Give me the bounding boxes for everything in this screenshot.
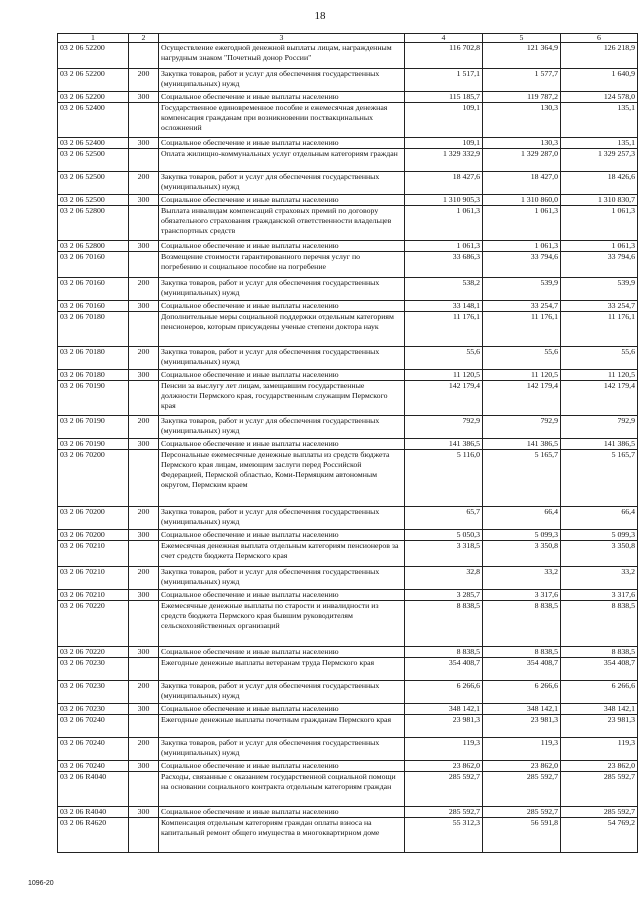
expense-type-cell: 300 bbox=[129, 807, 159, 818]
expense-type-cell: 300 bbox=[129, 590, 159, 601]
description-cell: Социальное обеспечение и иные выплаты населению bbox=[159, 301, 405, 312]
description-cell: Ежемесячная денежная выплата отдельным категориям пенсионеров за счет средств бюджета Пермского края bbox=[159, 541, 405, 567]
expense-type-cell bbox=[129, 541, 159, 567]
amount-cell: 8 838,5 bbox=[561, 647, 638, 658]
code-cell: 03 2 06 70160 bbox=[58, 252, 129, 278]
amount-cell: 18 427,6 bbox=[405, 172, 483, 195]
table-row bbox=[58, 439, 638, 450]
description-cell: Осуществление ежегодной денежной выплаты лицам, награжденным нагрудным знаком "Почетный донор России" bbox=[159, 43, 405, 69]
amount-cell: 115 185,7 bbox=[405, 92, 483, 103]
description-cell: Ежегодные денежные выплаты почетным гражданам Пермского края bbox=[159, 715, 405, 738]
expense-type-cell: 300 bbox=[129, 704, 159, 715]
table-row bbox=[58, 252, 638, 278]
amount-cell: 11 120,5 bbox=[405, 370, 483, 381]
amount-cell: 142 179,4 bbox=[483, 381, 561, 416]
description-cell: Персональные ежемесячные денежные выплаты из средств бюджета Пермского края лицам, имеющим заслуги перед Российской Федерацией, Пермской областью, Коми-Пермяцким автономным округом, Пермским краем bbox=[159, 450, 405, 507]
table-row bbox=[58, 507, 638, 530]
expense-type-cell: 200 bbox=[129, 507, 159, 530]
amount-cell: 56 591,8 bbox=[483, 818, 561, 853]
table-row bbox=[58, 530, 638, 541]
code-cell: 03 2 06 70160 bbox=[58, 278, 129, 301]
table-row bbox=[58, 301, 638, 312]
code-cell: 03 2 06 52400 bbox=[58, 103, 129, 138]
amount-cell: 11 176,1 bbox=[483, 312, 561, 347]
code-cell: 03 2 06 R4040 bbox=[58, 807, 129, 818]
expense-type-cell bbox=[129, 601, 159, 647]
amount-cell: 33,2 bbox=[483, 567, 561, 590]
expense-type-cell: 200 bbox=[129, 416, 159, 439]
description-cell: Пенсии за выслугу лет лицам, замещавшим государственные должности Пермского края, государственным служащим Пермского края bbox=[159, 381, 405, 416]
description-cell: Социальное обеспечение и иные выплаты населению bbox=[159, 807, 405, 818]
code-cell: 03 2 06 70220 bbox=[58, 647, 129, 658]
amount-cell: 792,9 bbox=[483, 416, 561, 439]
code-cell: 03 2 06 52500 bbox=[58, 195, 129, 206]
amount-cell: 142 179,4 bbox=[561, 381, 638, 416]
amount-cell: 33,2 bbox=[561, 567, 638, 590]
column-header: 6 bbox=[561, 34, 638, 43]
expense-type-cell: 300 bbox=[129, 439, 159, 450]
table-row bbox=[58, 172, 638, 195]
description-cell: Социальное обеспечение и иные выплаты населению bbox=[159, 647, 405, 658]
amount-cell: 5 099,3 bbox=[483, 530, 561, 541]
expense-type-cell bbox=[129, 312, 159, 347]
amount-cell: 1 329 257,3 bbox=[561, 149, 638, 172]
table-row bbox=[58, 590, 638, 601]
amount-cell: 538,2 bbox=[405, 278, 483, 301]
description-cell: Расходы, связанные с оказанием государственной социальной помощи на основании социального контракта отдельным категориям граждан bbox=[159, 772, 405, 807]
amount-cell: 142 179,4 bbox=[405, 381, 483, 416]
amount-cell: 348 142,1 bbox=[561, 704, 638, 715]
amount-cell: 6 266,6 bbox=[483, 681, 561, 704]
table-row bbox=[58, 138, 638, 149]
code-cell: 03 2 06 70230 bbox=[58, 658, 129, 681]
amount-cell: 3 318,5 bbox=[405, 541, 483, 567]
table-row bbox=[58, 69, 638, 92]
description-cell: Закупка товаров, работ и услуг для обеспечения государственных (муниципальных) нужд bbox=[159, 347, 405, 370]
description-cell: Закупка товаров, работ и услуг для обеспечения государственных (муниципальных) нужд bbox=[159, 567, 405, 590]
table-row bbox=[58, 658, 638, 681]
amount-cell: 1 640,9 bbox=[561, 69, 638, 92]
table-row bbox=[58, 312, 638, 347]
amount-cell: 5 165,7 bbox=[483, 450, 561, 507]
amount-cell: 33 794,6 bbox=[483, 252, 561, 278]
amount-cell: 141 386,5 bbox=[561, 439, 638, 450]
table-row bbox=[58, 647, 638, 658]
amount-cell: 33 794,6 bbox=[561, 252, 638, 278]
description-cell: Социальное обеспечение и иные выплаты населению bbox=[159, 590, 405, 601]
amount-cell: 1 061,3 bbox=[405, 241, 483, 252]
description-cell: Социальное обеспечение и иные выплаты населению bbox=[159, 241, 405, 252]
expense-type-cell: 300 bbox=[129, 761, 159, 772]
expense-type-cell: 200 bbox=[129, 347, 159, 370]
code-cell: 03 2 06 70190 bbox=[58, 381, 129, 416]
description-cell: Ежегодные денежные выплаты ветеранам труда Пермского края bbox=[159, 658, 405, 681]
amount-cell: 1 329 287,0 bbox=[483, 149, 561, 172]
description-cell: Социальное обеспечение и иные выплаты населению bbox=[159, 704, 405, 715]
amount-cell: 1 310 905,3 bbox=[405, 195, 483, 206]
amount-cell: 8 838,5 bbox=[405, 647, 483, 658]
table-row bbox=[58, 715, 638, 738]
amount-cell: 55,6 bbox=[405, 347, 483, 370]
description-cell: Компенсация отдельным категориям граждан оплаты взноса на капитальный ремонт общего имущества в многоквартирном доме bbox=[159, 818, 405, 853]
expense-type-cell: 200 bbox=[129, 69, 159, 92]
amount-cell: 1 061,3 bbox=[405, 206, 483, 241]
description-cell: Государственное единовременное пособие и ежемесячная денежная компенсация гражданам при возникновении поствакцинальных осложнений bbox=[159, 103, 405, 138]
description-cell: Социальное обеспечение и иные выплаты населению bbox=[159, 370, 405, 381]
amount-cell: 1 061,3 bbox=[483, 241, 561, 252]
amount-cell: 141 386,5 bbox=[483, 439, 561, 450]
code-cell: 03 2 06 70230 bbox=[58, 681, 129, 704]
amount-cell: 5 050,3 bbox=[405, 530, 483, 541]
expense-type-cell bbox=[129, 818, 159, 853]
table-header-row bbox=[58, 34, 638, 43]
code-cell: 03 2 06 52200 bbox=[58, 92, 129, 103]
table-row bbox=[58, 278, 638, 301]
amount-cell: 1 310 860,0 bbox=[483, 195, 561, 206]
expense-type-cell: 300 bbox=[129, 92, 159, 103]
amount-cell: 11 176,1 bbox=[405, 312, 483, 347]
expense-type-cell bbox=[129, 103, 159, 138]
amount-cell: 54 769,2 bbox=[561, 818, 638, 853]
table-row bbox=[58, 681, 638, 704]
table-row bbox=[58, 738, 638, 761]
description-cell: Социальное обеспечение и иные выплаты населению bbox=[159, 195, 405, 206]
amount-cell: 539,9 bbox=[483, 278, 561, 301]
table-row bbox=[58, 149, 638, 172]
description-cell: Социальное обеспечение и иные выплаты населению bbox=[159, 138, 405, 149]
amount-cell: 11 120,5 bbox=[561, 370, 638, 381]
expense-type-cell: 200 bbox=[129, 278, 159, 301]
amount-cell: 11 176,1 bbox=[561, 312, 638, 347]
amount-cell: 23 862,0 bbox=[561, 761, 638, 772]
table-row bbox=[58, 92, 638, 103]
code-cell: 03 2 06 70200 bbox=[58, 530, 129, 541]
table-row bbox=[58, 541, 638, 567]
expense-type-cell: 300 bbox=[129, 370, 159, 381]
amount-cell: 135,1 bbox=[561, 138, 638, 149]
amount-cell: 65,7 bbox=[405, 507, 483, 530]
budget-table bbox=[57, 33, 638, 853]
amount-cell: 3 317,6 bbox=[483, 590, 561, 601]
amount-cell: 109,1 bbox=[405, 138, 483, 149]
table-row bbox=[58, 416, 638, 439]
description-cell: Социальное обеспечение и иные выплаты населению bbox=[159, 92, 405, 103]
amount-cell: 6 266,6 bbox=[561, 681, 638, 704]
column-header: 1 bbox=[58, 34, 129, 43]
amount-cell: 66,4 bbox=[483, 507, 561, 530]
amount-cell: 354 408,7 bbox=[405, 658, 483, 681]
expense-type-cell: 200 bbox=[129, 738, 159, 761]
code-cell: 03 2 06 52200 bbox=[58, 43, 129, 69]
amount-cell: 116 702,8 bbox=[405, 43, 483, 69]
amount-cell: 121 364,9 bbox=[483, 43, 561, 69]
description-cell: Закупка товаров, работ и услуг для обеспечения государственных (муниципальных) нужд bbox=[159, 507, 405, 530]
amount-cell: 33 148,1 bbox=[405, 301, 483, 312]
description-cell: Социальное обеспечение и иные выплаты населению bbox=[159, 530, 405, 541]
amount-cell: 5 165,7 bbox=[561, 450, 638, 507]
amount-cell: 55,6 bbox=[561, 347, 638, 370]
amount-cell: 32,8 bbox=[405, 567, 483, 590]
amount-cell: 8 838,5 bbox=[561, 601, 638, 647]
code-cell: 03 2 06 70240 bbox=[58, 738, 129, 761]
amount-cell: 1 061,3 bbox=[561, 206, 638, 241]
amount-cell: 1 061,3 bbox=[561, 241, 638, 252]
code-cell: 03 2 06 70200 bbox=[58, 507, 129, 530]
code-cell: 03 2 06 70180 bbox=[58, 370, 129, 381]
amount-cell: 23 862,0 bbox=[405, 761, 483, 772]
amount-cell: 8 838,5 bbox=[483, 601, 561, 647]
code-cell: 03 2 06 52500 bbox=[58, 172, 129, 195]
table-row bbox=[58, 450, 638, 507]
footer-code: 1096-20 bbox=[28, 880, 54, 887]
code-cell: 03 2 06 70220 bbox=[58, 601, 129, 647]
description-cell: Выплата инвалидам компенсаций страховых премий по договору обязательного страхования гражданской ответственности владельцев транспортных средств bbox=[159, 206, 405, 241]
amount-cell: 1 517,1 bbox=[405, 69, 483, 92]
amount-cell: 1 061,3 bbox=[483, 206, 561, 241]
amount-cell: 130,3 bbox=[483, 138, 561, 149]
code-cell: 03 2 06 70200 bbox=[58, 450, 129, 507]
amount-cell: 285 592,7 bbox=[405, 772, 483, 807]
expense-type-cell: 300 bbox=[129, 647, 159, 658]
column-header: 2 bbox=[129, 34, 159, 43]
expense-type-cell: 200 bbox=[129, 172, 159, 195]
code-cell: 03 2 06 52200 bbox=[58, 69, 129, 92]
expense-type-cell bbox=[129, 772, 159, 807]
amount-cell: 109,1 bbox=[405, 103, 483, 138]
expense-type-cell bbox=[129, 206, 159, 241]
column-header: 3 bbox=[159, 34, 405, 43]
code-cell: 03 2 06 70190 bbox=[58, 416, 129, 439]
expense-type-cell: 200 bbox=[129, 567, 159, 590]
amount-cell: 23 981,3 bbox=[483, 715, 561, 738]
amount-cell: 55 312,3 bbox=[405, 818, 483, 853]
amount-cell: 33 686,3 bbox=[405, 252, 483, 278]
table-row bbox=[58, 818, 638, 853]
amount-cell: 285 592,7 bbox=[483, 772, 561, 807]
table-row bbox=[58, 195, 638, 206]
amount-cell: 18 426,6 bbox=[561, 172, 638, 195]
expense-type-cell: 300 bbox=[129, 241, 159, 252]
code-cell: 03 2 06 52500 bbox=[58, 149, 129, 172]
amount-cell: 119,3 bbox=[561, 738, 638, 761]
table-row bbox=[58, 381, 638, 416]
expense-type-cell: 300 bbox=[129, 195, 159, 206]
table-row bbox=[58, 601, 638, 647]
table-row bbox=[58, 567, 638, 590]
table-row bbox=[58, 206, 638, 241]
table-row bbox=[58, 807, 638, 818]
description-cell: Закупка товаров, работ и услуг для обеспечения государственных (муниципальных) нужд bbox=[159, 69, 405, 92]
amount-cell: 119 787,2 bbox=[483, 92, 561, 103]
description-cell: Закупка товаров, работ и услуг для обеспечения государственных (муниципальных) нужд bbox=[159, 172, 405, 195]
description-cell: Социальное обеспечение и иные выплаты населению bbox=[159, 761, 405, 772]
amount-cell: 792,9 bbox=[561, 416, 638, 439]
table-row bbox=[58, 704, 638, 715]
code-cell: 03 2 06 70240 bbox=[58, 715, 129, 738]
amount-cell: 348 142,1 bbox=[405, 704, 483, 715]
table-row bbox=[58, 772, 638, 807]
amount-cell: 8 838,5 bbox=[405, 601, 483, 647]
code-cell: 03 2 06 70180 bbox=[58, 312, 129, 347]
code-cell: 03 2 06 70210 bbox=[58, 567, 129, 590]
amount-cell: 285 592,7 bbox=[483, 807, 561, 818]
expense-type-cell bbox=[129, 149, 159, 172]
amount-cell: 5 116,0 bbox=[405, 450, 483, 507]
amount-cell: 130,3 bbox=[483, 103, 561, 138]
amount-cell: 126 218,9 bbox=[561, 43, 638, 69]
amount-cell: 66,4 bbox=[561, 507, 638, 530]
page-number: 18 bbox=[314, 10, 326, 22]
amount-cell: 285 592,7 bbox=[561, 807, 638, 818]
code-cell: 03 2 06 70160 bbox=[58, 301, 129, 312]
expense-type-cell bbox=[129, 252, 159, 278]
amount-cell: 3 317,6 bbox=[561, 590, 638, 601]
code-cell: 03 2 06 52800 bbox=[58, 241, 129, 252]
code-cell: 03 2 06 R4040 bbox=[58, 772, 129, 807]
expense-type-cell: 200 bbox=[129, 681, 159, 704]
column-header: 5 bbox=[483, 34, 561, 43]
amount-cell: 1 577,7 bbox=[483, 69, 561, 92]
amount-cell: 33 254,7 bbox=[561, 301, 638, 312]
amount-cell: 55,6 bbox=[483, 347, 561, 370]
expense-type-cell: 300 bbox=[129, 530, 159, 541]
amount-cell: 1 329 332,9 bbox=[405, 149, 483, 172]
expense-type-cell bbox=[129, 43, 159, 69]
code-cell: 03 2 06 R4620 bbox=[58, 818, 129, 853]
amount-cell: 119,3 bbox=[405, 738, 483, 761]
amount-cell: 3 350,8 bbox=[561, 541, 638, 567]
amount-cell: 285 592,7 bbox=[561, 772, 638, 807]
code-cell: 03 2 06 70240 bbox=[58, 761, 129, 772]
code-cell: 03 2 06 70190 bbox=[58, 439, 129, 450]
amount-cell: 539,9 bbox=[561, 278, 638, 301]
description-cell: Закупка товаров, работ и услуг для обеспечения государственных (муниципальных) нужд bbox=[159, 416, 405, 439]
amount-cell: 6 266,6 bbox=[405, 681, 483, 704]
table-row bbox=[58, 103, 638, 138]
amount-cell: 792,9 bbox=[405, 416, 483, 439]
amount-cell: 135,1 bbox=[561, 103, 638, 138]
expense-type-cell bbox=[129, 381, 159, 416]
amount-cell: 124 578,0 bbox=[561, 92, 638, 103]
table-row bbox=[58, 43, 638, 69]
amount-cell: 11 120,5 bbox=[483, 370, 561, 381]
amount-cell: 23 981,3 bbox=[561, 715, 638, 738]
code-cell: 03 2 06 70210 bbox=[58, 590, 129, 601]
table-row bbox=[58, 347, 638, 370]
description-cell: Социальное обеспечение и иные выплаты населению bbox=[159, 439, 405, 450]
table-row bbox=[58, 241, 638, 252]
description-cell: Закупка товаров, работ и услуг для обеспечения государственных (муниципальных) нужд bbox=[159, 278, 405, 301]
amount-cell: 141 386,5 bbox=[405, 439, 483, 450]
table-body bbox=[58, 43, 638, 853]
code-cell: 03 2 06 52400 bbox=[58, 138, 129, 149]
code-cell: 03 2 06 70230 bbox=[58, 704, 129, 715]
description-cell: Оплата жилищно-коммунальных услуг отдельным категориям граждан bbox=[159, 149, 405, 172]
amount-cell: 354 408,7 bbox=[561, 658, 638, 681]
amount-cell: 348 142,1 bbox=[483, 704, 561, 715]
amount-cell: 1 310 830,7 bbox=[561, 195, 638, 206]
table-row bbox=[58, 761, 638, 772]
description-cell: Дополнительные меры социальной поддержки отдельным категориям пенсионеров, которым присуждены ученые степени доктора наук bbox=[159, 312, 405, 347]
column-header: 4 bbox=[405, 34, 483, 43]
amount-cell: 23 862,0 bbox=[483, 761, 561, 772]
code-cell: 03 2 06 70180 bbox=[58, 347, 129, 370]
amount-cell: 8 838,5 bbox=[483, 647, 561, 658]
amount-cell: 5 099,3 bbox=[561, 530, 638, 541]
amount-cell: 285 592,7 bbox=[405, 807, 483, 818]
expense-type-cell: 300 bbox=[129, 301, 159, 312]
description-cell: Ежемесячные денежные выплаты по старости и инвалидности из средств бюджета Пермского края бывшим руководителям сельскохозяйственных организаций bbox=[159, 601, 405, 647]
amount-cell: 23 981,3 bbox=[405, 715, 483, 738]
table-row bbox=[58, 370, 638, 381]
amount-cell: 3 285,7 bbox=[405, 590, 483, 601]
code-cell: 03 2 06 52800 bbox=[58, 206, 129, 241]
amount-cell: 18 427,0 bbox=[483, 172, 561, 195]
expense-type-cell bbox=[129, 715, 159, 738]
amount-cell: 3 350,8 bbox=[483, 541, 561, 567]
description-cell: Закупка товаров, работ и услуг для обеспечения государственных (муниципальных) нужд bbox=[159, 681, 405, 704]
expense-type-cell bbox=[129, 450, 159, 507]
expense-type-cell bbox=[129, 658, 159, 681]
expense-type-cell: 300 bbox=[129, 138, 159, 149]
code-cell: 03 2 06 70210 bbox=[58, 541, 129, 567]
amount-cell: 354 408,7 bbox=[483, 658, 561, 681]
description-cell: Возмещение стоимости гарантированного перечня услуг по погребению и социальное пособие на погребение bbox=[159, 252, 405, 278]
amount-cell: 119,3 bbox=[483, 738, 561, 761]
description-cell: Закупка товаров, работ и услуг для обеспечения государственных (муниципальных) нужд bbox=[159, 738, 405, 761]
amount-cell: 33 254,7 bbox=[483, 301, 561, 312]
